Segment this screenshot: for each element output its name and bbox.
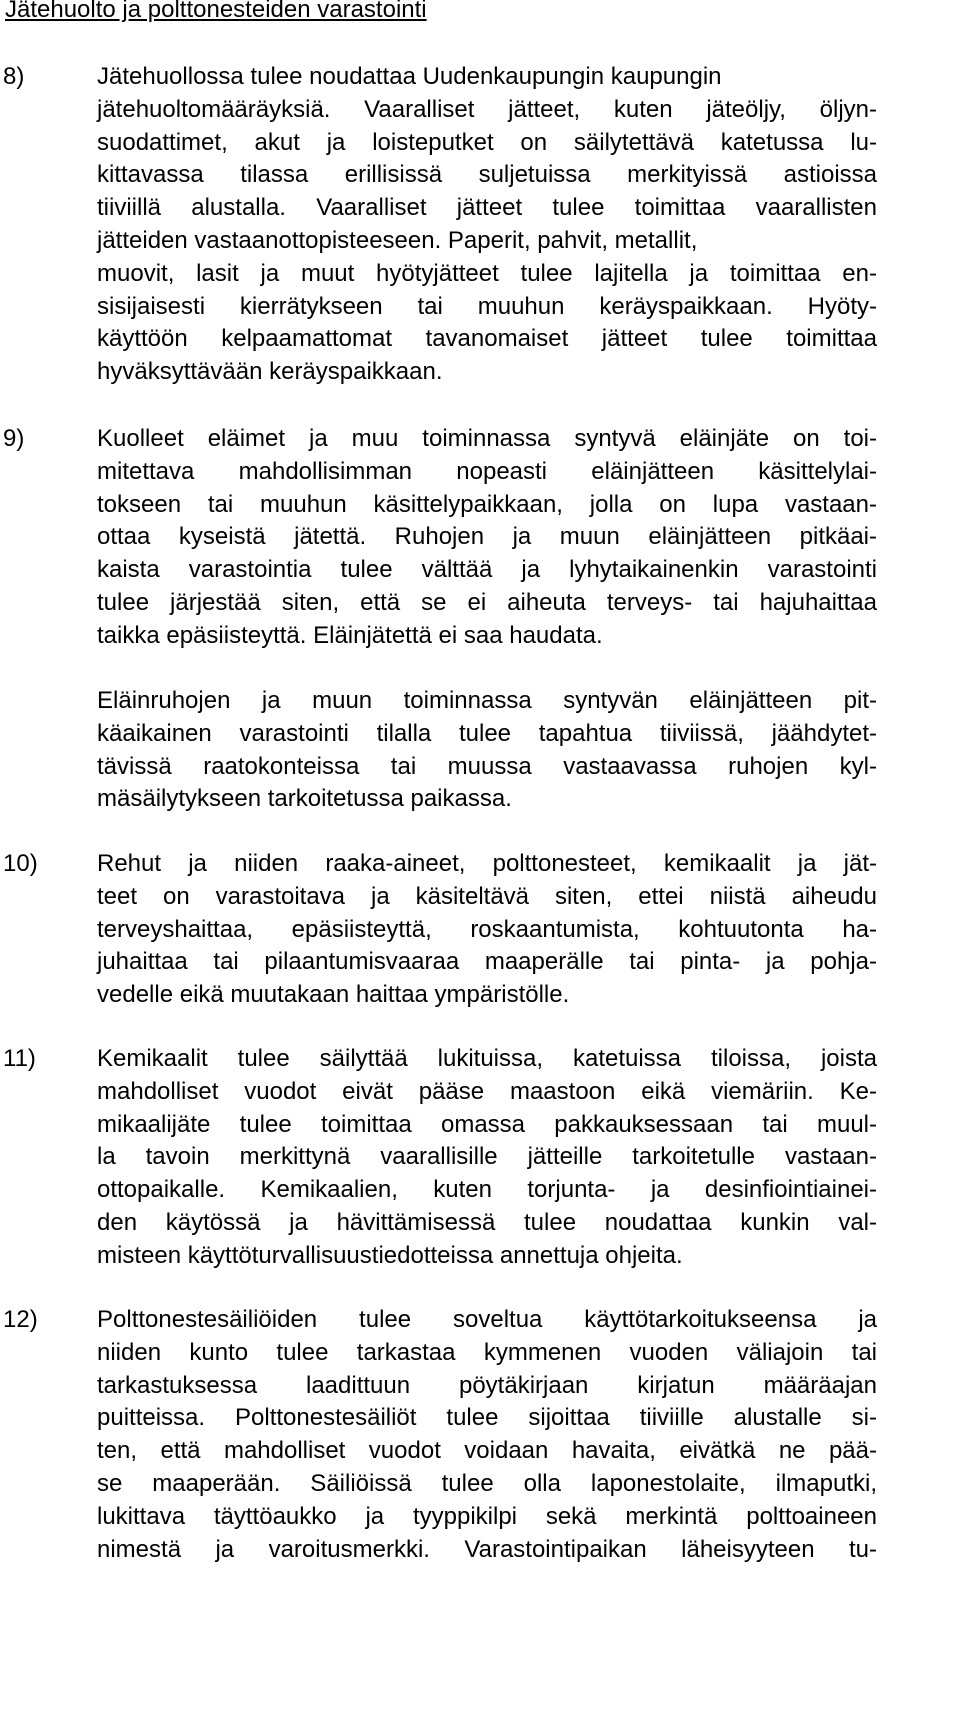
text-line: ten, että mahdolliset vuodot voidaan havaita, eivätkä ne pää- <box>97 1437 877 1465</box>
text-line: den käytössä ja hävittämisessä tulee noudattaa kunkin val- <box>97 1208 877 1236</box>
text-line: kaista varastointia tulee välttää ja lyhytaikainenkin varastointi <box>97 556 877 584</box>
item-number: 11) <box>3 1045 36 1072</box>
text-line: mahdolliset vuodot eivät pääse maastoon eikä viemäriin. Ke- <box>97 1077 877 1105</box>
text-line: juhaittaa tai pilaantumisvaaraa maaperälle tai pinta- ja pohja- <box>97 948 877 976</box>
item-number: 8) <box>3 63 25 90</box>
text-line: suodattimet, akut ja loisteputket on säilytettävä katetussa lu- <box>97 128 877 156</box>
text-line: hyväksyttävään keräyspaikkaan. <box>97 358 443 386</box>
text-line: käaikainen varastointi tilalla tulee tapahtua tiiviissä, jäähdytet- <box>97 719 877 747</box>
item-number: 12) <box>3 1306 38 1333</box>
text-line: taikka epäsiisteyttä. Eläinjätettä ei saa haudata. <box>97 621 603 649</box>
text-line: lukittava täyttöaukko ja tyyppikilpi sekä merkintä polttoaineen <box>97 1502 877 1530</box>
text-line: ottaa kyseistä jätettä. Ruhojen ja muun eläinjätteen pitkäai- <box>97 523 877 551</box>
text-line: mikaalijäte tulee toimittaa omassa pakkauksessaan tai muul- <box>97 1110 877 1138</box>
item-text <box>97 61 877 389</box>
text-line: vedelle eikä muutakaan haittaa ympäristölle. <box>97 981 570 1009</box>
text-line: Jätehuollossa tulee noudattaa Uudenkaupungin kaupungin <box>97 63 722 90</box>
item-text <box>97 848 877 1012</box>
text-line: niiden kunto tulee tarkastaa kymmenen vuoden väliajoin tai <box>97 1338 877 1366</box>
text-line: nimestä ja varoitusmerkki. Varastointipaikan läheisyyteen tu- <box>97 1535 877 1563</box>
text-line: tokseen tai muuhun käsittelypaikkaan, jolla on lupa vastaan- <box>97 490 877 518</box>
item-text <box>97 685 877 816</box>
item-text <box>97 1304 877 1566</box>
text-line: Polttonestesäiliöiden tulee soveltua käyttötarkoitukseensa ja <box>97 1306 877 1333</box>
text-line: tävissä raatokonteissa tai muussa vastaavassa ruhojen kyl- <box>97 752 877 780</box>
item-number: 10) <box>3 850 38 877</box>
section-heading: Jätehuolto ja polttonesteiden varastointi <box>5 0 427 23</box>
text-line: tiiviillä alustalla. Vaaralliset jätteet tulee toimittaa vaarallisten <box>97 194 877 222</box>
text-line: sisijaisesti kierrätykseen tai muuhun keräyspaikkaan. Hyöty- <box>97 292 877 320</box>
text-line: puitteissa. Polttonestesäiliöt tulee sijoittaa tiiviille alustalle si- <box>97 1404 877 1432</box>
text-line: mäsäilytykseen tarkoitetussa paikassa. <box>97 785 512 813</box>
text-line: terveyshaittaa, epäsiisteyttä, roskaantumista, kohtuutonta ha- <box>97 915 877 943</box>
text-line: se maaperään. Säiliöissä tulee olla laponestolaite, ilmaputki, <box>97 1469 877 1497</box>
item-text <box>97 423 877 653</box>
text-line: jätehuoltomääräyksiä. Vaaralliset jätteet, kuten jäteöljy, öljyn- <box>97 95 877 123</box>
text-line: la tavoin merkittynä vaarallisille jätteille tarkoitetulle vastaan- <box>97 1143 877 1171</box>
text-line: misteen käyttöturvallisuustiedotteissa annettuja ohjeita. <box>97 1241 683 1269</box>
text-line: käyttöön kelpaamattomat tavanomaiset jätteet tulee toimittaa <box>97 325 877 353</box>
text-line: kittavassa tilassa erillisissä suljetuissa merkityissä astioissa <box>97 161 877 189</box>
text-line: ottopaikalle. Kemikaalien, kuten torjunta- ja desinfiointiainei- <box>97 1176 877 1204</box>
text-line: Kuolleet eläimet ja muu toiminnassa syntyvä eläinjäte on toi- <box>97 425 877 452</box>
text-line: Kemikaalit tulee säilyttää lukituissa, katetuissa tiloissa, joista <box>97 1045 877 1072</box>
text-line: jätteiden vastaanottopisteeseen. Paperit, pahvit, metallit, <box>97 226 698 254</box>
item-text <box>97 1043 877 1273</box>
text-line: Rehut ja niiden raaka-aineet, polttonesteet, kemikaalit ja jät- <box>97 850 877 877</box>
text-line: tarkastuksessa laadittuun pöytäkirjaan kirjatun määräajan <box>97 1371 877 1399</box>
item-number: 9) <box>3 425 25 452</box>
text-line: teet on varastoitava ja käsiteltävä siten, ettei niistä aiheudu <box>97 882 877 910</box>
text-line: muovit, lasit ja muut hyötyjätteet tulee lajitella ja toimittaa en- <box>97 259 877 287</box>
text-line: Eläinruhojen ja muun toiminnassa syntyvän eläinjätteen pit- <box>97 687 877 714</box>
text-line: tulee järjestää siten, että se ei aiheuta terveys- tai hajuhaittaa <box>97 588 877 616</box>
text-line: mitettava mahdollisimman nopeasti eläinjätteen käsittelylai- <box>97 457 877 485</box>
